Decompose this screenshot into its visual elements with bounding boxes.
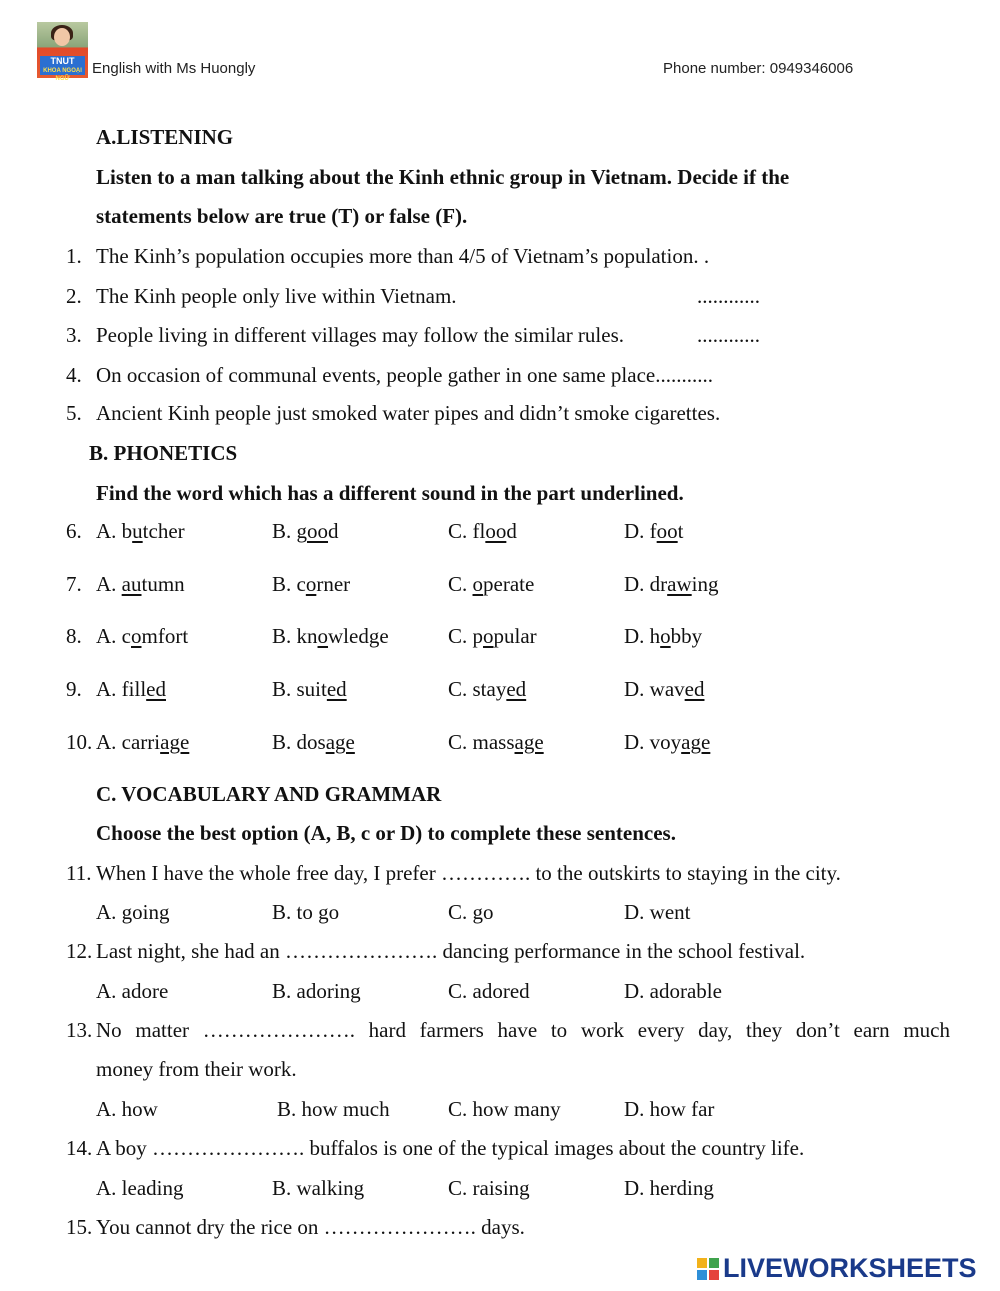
option-d[interactable]: D. how far (624, 1097, 715, 1121)
underlined-part: au (121, 572, 142, 596)
underlined-part: age (514, 730, 544, 754)
option-a[interactable]: A. adore (96, 979, 169, 1003)
question-number: 11. (66, 861, 92, 885)
underlined-part: ed (326, 677, 347, 701)
section-c-title: C. VOCABULARY AND GRAMMAR (96, 782, 442, 806)
option-a[interactable]: A. carriage (96, 730, 190, 754)
question-number: 13. (66, 1018, 93, 1042)
item-text: People living in different villages may follow the similar rules. (96, 323, 625, 347)
option-a[interactable]: A. filled (96, 677, 166, 701)
option-c[interactable]: C. popular (448, 624, 537, 648)
underlined-part: o (660, 624, 671, 648)
question-number: 10. (66, 730, 93, 754)
option-b[interactable]: B. suited (272, 677, 347, 701)
item-text: The Kinh people only live within Vietnam. (96, 284, 457, 308)
underlined-part: o (305, 572, 317, 596)
underlined-part: age (681, 730, 711, 754)
underlined-part: o (472, 572, 484, 596)
question-number: 8. (66, 624, 82, 648)
option-d[interactable]: D. hobby (624, 624, 703, 648)
question-number: 6. (66, 519, 82, 543)
underlined-part: ed (684, 677, 705, 701)
option-a[interactable]: A. comfort (96, 624, 189, 648)
question-text: A boy …………………. buffalos is one of the typical images about the country life. (96, 1136, 805, 1160)
option-c[interactable]: C. go (448, 900, 494, 924)
section-a-title: A.LISTENING (96, 125, 234, 149)
option-a[interactable]: A. how (96, 1097, 158, 1121)
photo-sign-bottom: KHOA NGOẠI NGỮ (43, 68, 82, 82)
option-d[interactable]: D. drawing (624, 572, 719, 596)
option-d[interactable]: D. voyage (624, 730, 711, 754)
option-b[interactable]: B. how much (277, 1097, 390, 1121)
section-a-instruction-1: Listen to a man talking about the Kinh ethnic group in Vietnam. Decide if the (96, 165, 790, 189)
section-a-instruction-2: statements below are true (T) or false (F). (96, 204, 468, 228)
header-phone: Phone number: 0949346006 (663, 60, 854, 77)
question-text: When I have the whole free day, I prefer …………. to the outskirts to staying in the city. (96, 861, 841, 885)
underlined-part: ed (146, 677, 166, 701)
underlined-part: o (483, 624, 494, 648)
option-c[interactable]: C. stayed (448, 677, 527, 701)
option-c[interactable]: C. flood (448, 519, 517, 543)
option-b[interactable]: B. dosage (272, 730, 355, 754)
section-c-instruction: Choose the best option (A, B, c or D) to complete these sentences. (96, 821, 676, 845)
option-b[interactable]: B. adoring (272, 979, 361, 1003)
item-text: On occasion of communal events, people gather in one same place........... (96, 363, 713, 387)
question-number: 14. (66, 1136, 93, 1160)
underlined-part: oo (485, 519, 507, 543)
option-b[interactable]: B. walking (272, 1176, 365, 1200)
option-c[interactable]: C. massage (448, 730, 544, 754)
option-d[interactable]: D. went (624, 900, 691, 924)
underlined-part: age (325, 730, 355, 754)
option-b[interactable]: B. knowledge (272, 624, 389, 648)
question-text: You cannot dry the rice on …………………. days. (96, 1215, 525, 1239)
option-c[interactable]: C. operate (448, 572, 535, 596)
underlined-part: ed (506, 677, 527, 701)
item-number: 5. (66, 401, 82, 425)
logo-blocks-icon (697, 1258, 719, 1280)
question-text: Last night, she had an …………………. dancing performance in the school festival. (96, 939, 806, 963)
question-number: 12. (66, 939, 93, 963)
option-d[interactable]: D. foot (624, 519, 684, 543)
option-b[interactable]: B. good (272, 519, 339, 543)
question-text-continued: money from their work. (96, 1057, 297, 1081)
item-number: 1. (66, 244, 82, 268)
author-photo (37, 22, 88, 82)
underlined-part: oo (307, 519, 329, 543)
item-number: 2. (66, 284, 82, 308)
question-number: 9. (66, 677, 82, 701)
underlined-part: aw (667, 572, 692, 596)
item-number: 4. (66, 363, 82, 387)
photo-sign (40, 56, 85, 82)
item-number: 3. (66, 323, 82, 347)
option-b[interactable]: B. corner (272, 572, 351, 596)
logo-text: LIVEWORKSHEETS (723, 1253, 977, 1283)
answer-blank[interactable]: ............ (697, 284, 760, 308)
question-text: No matter …………………. hard farmers have to work every day, they don’t earn much (96, 1018, 950, 1042)
item-text: The Kinh’s population occupies more than 4/5 of Vietnam’s population. . (96, 244, 710, 268)
option-d[interactable]: D. herding (624, 1176, 714, 1200)
option-b[interactable]: B. to go (272, 900, 340, 924)
liveworksheets-logo[interactable] (697, 1253, 977, 1284)
underlined-part: u (132, 519, 143, 543)
photo-sign-top: TNUT (50, 56, 75, 66)
option-c[interactable]: C. adored (448, 979, 530, 1003)
option-d[interactable]: D. waved (624, 677, 705, 701)
option-d[interactable]: D. adorable (624, 979, 722, 1003)
underlined-part: age (160, 730, 190, 754)
option-a[interactable]: A. autumn (96, 572, 185, 596)
option-a[interactable]: A. leading (96, 1176, 184, 1200)
section-b-title: B. PHONETICS (89, 441, 238, 465)
question-number: 7. (66, 572, 82, 596)
option-c[interactable]: C. raising (448, 1176, 530, 1200)
option-c[interactable]: C. how many (448, 1097, 561, 1121)
header-left-text: English with Ms Huongly (92, 60, 256, 77)
answer-blank[interactable]: ............ (697, 323, 760, 347)
option-a[interactable]: A. going (96, 900, 170, 924)
underlined-part: o (317, 624, 329, 648)
item-text: Ancient Kinh people just smoked water pipes and didn’t smoke cigarettes. (96, 401, 721, 425)
underlined-part: oo (656, 519, 678, 543)
section-b-instruction: Find the word which has a different sound in the part underlined. (96, 481, 684, 505)
underlined-part: o (131, 624, 142, 648)
option-a[interactable]: A. butcher (96, 519, 185, 543)
question-number: 15. (66, 1215, 93, 1239)
